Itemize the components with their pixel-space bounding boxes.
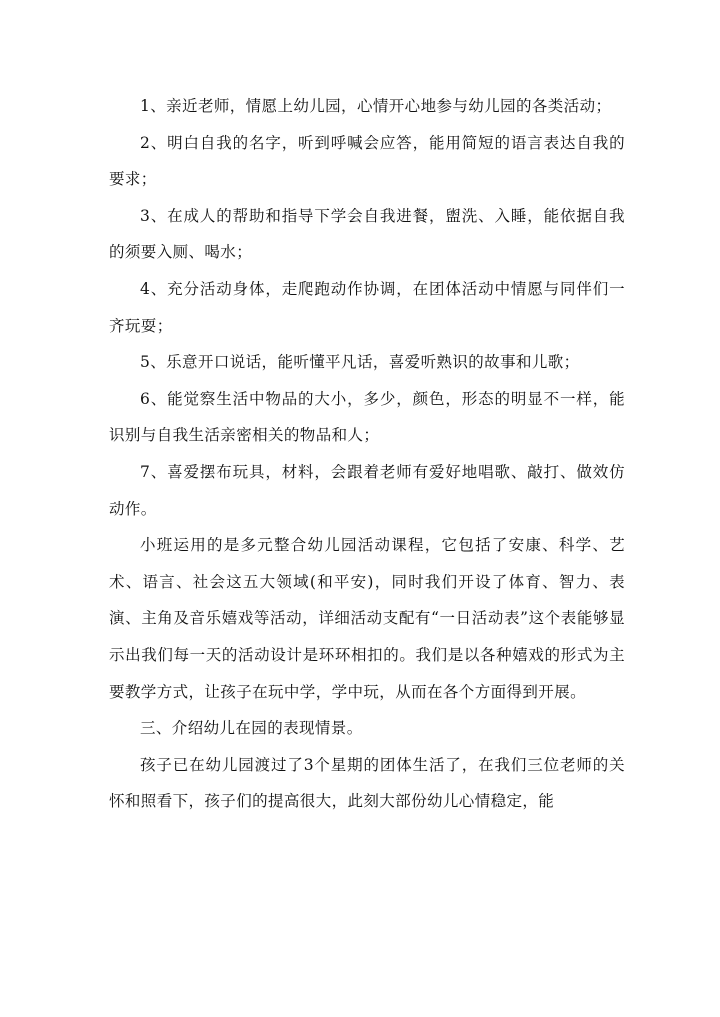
goal-item-3: 3、在成人的帮助和指导下学会自我进餐，盥洗、入睡，能依据自我的须要入厕、喝水； [109, 206, 625, 262]
goal-item-1: 1、亲近老师，情愿上幼儿园，心情开心地参与幼儿园的各类活动； [140, 97, 612, 115]
goal-item-6: 6、能觉察生活中物品的大小，多少，颜色，形态的明显不一样，能识别与自我生活亲密相关的物品和人； [109, 389, 625, 445]
goal-item-2: 2、明白自我的名字，听到呼喊会应答，能用简短的语言表达自我的要求； [109, 133, 625, 189]
curriculum-paragraph: 小班运用的是多元整合幼儿园活动课程，它包括了安康、科学、艺术、语言、社会这五大领域(和平安)，同时我们开设了体育、智力、表演、主角及音乐嬉戏等活动，详细活动支配有“一日活动表”这个表能够显示出我们每一天的活动设计是环环相扣的。我们是以各种嬉戏的形式为主要教学方式，让孩子在玩中学，学中玩，从而在各个方面得到开展。 [109, 536, 625, 701]
goal-item-4: 4、充分活动身体，走爬跑动作协调，在团体活动中情愿与同伴们一齐玩耍； [109, 279, 625, 335]
performance-paragraph: 孩子已在幼儿园渡过了3个星期的团体生活了，在我们三位老师的关怀和照看下，孩子们的提高很大，此刻大部份幼儿心情稳定，能 [109, 755, 625, 811]
goal-item-7: 7、喜爱摆布玩具，材料，会跟着老师有爱好地唱歌、敲打、做效仿动作。 [109, 462, 625, 518]
goal-item-5: 5、乐意开口说话，能听懂平凡话，喜爱听熟识的故事和儿歌； [140, 353, 580, 372]
document-body [109, 88, 625, 820]
section-heading: 三、介绍幼儿在园的表现情景。 [140, 719, 363, 738]
